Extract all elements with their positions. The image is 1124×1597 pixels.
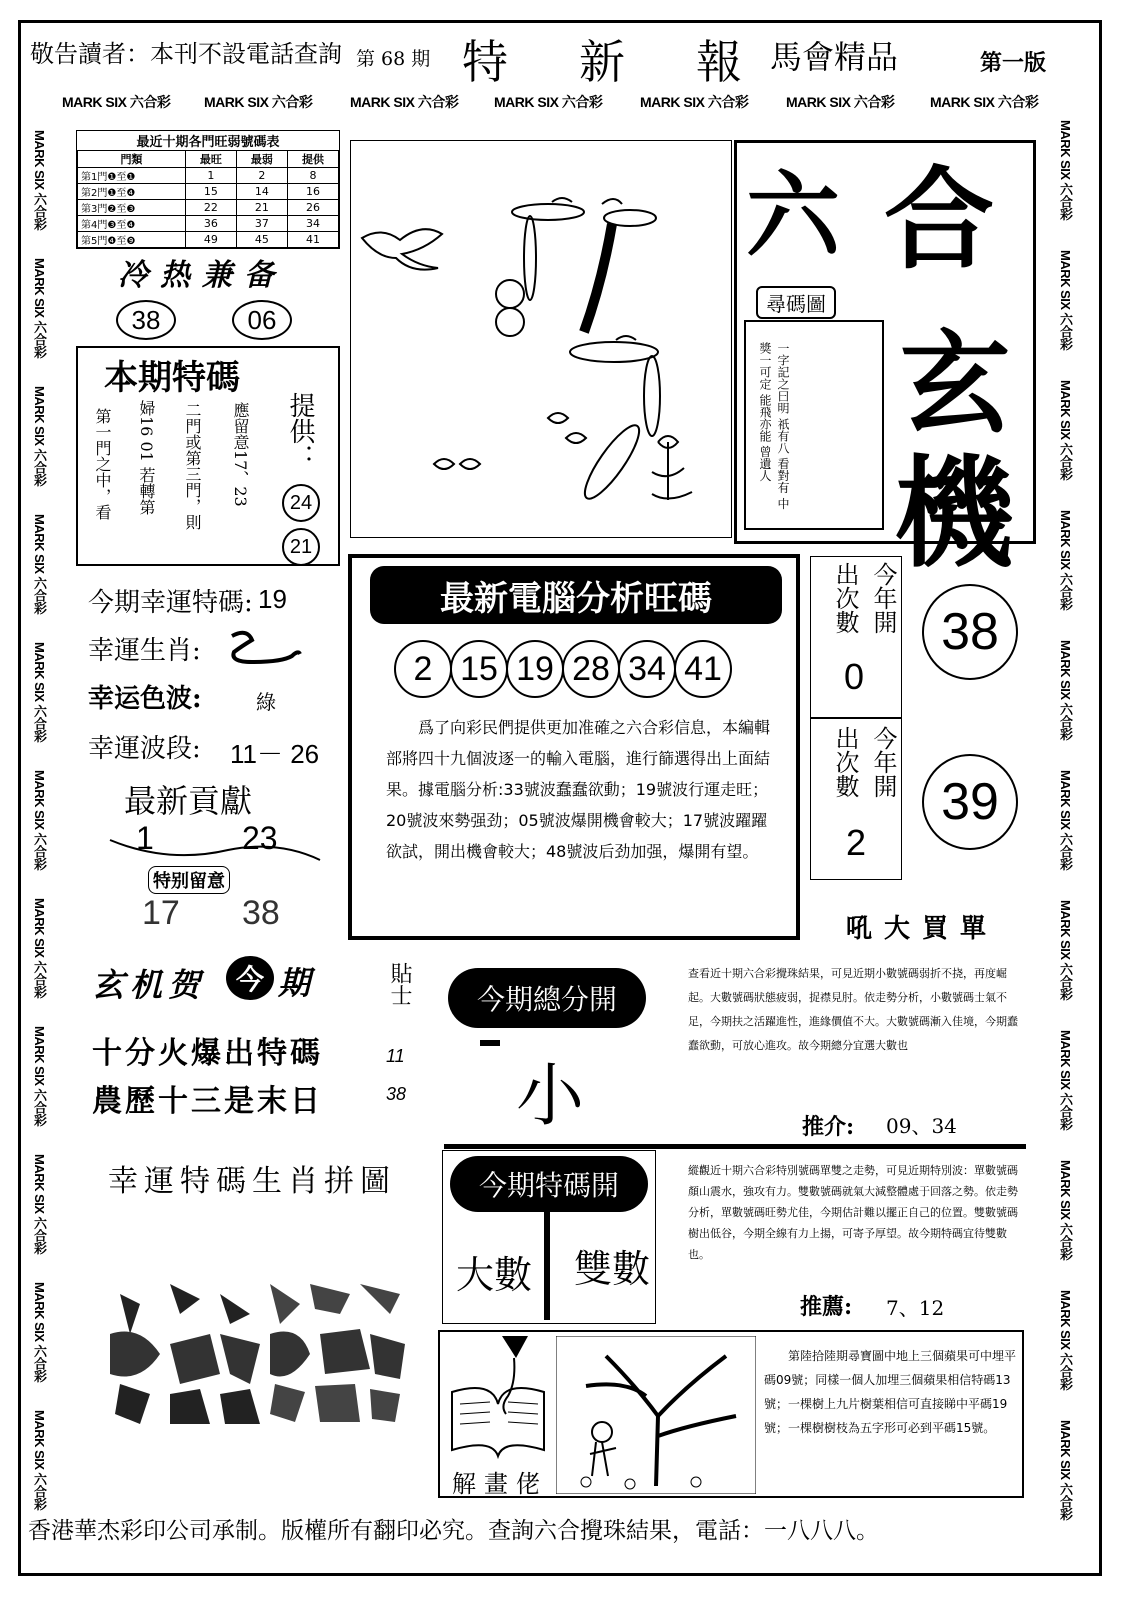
tips-number: 38 xyxy=(386,1084,407,1104)
liuhe-char: 玄 xyxy=(900,319,1010,448)
computer-analysis-text: 爲了向彩民們提供更加准確之六合彩信息，本編輯部將四十九個波逐一的輸入電腦，進行篩選得出上面結果。據電腦分析:33號波蠢蠢欲動；19號波行運走旺；20號波來勢强劲；05號波爆開機會較大；17號波躍躍欲試，開出機會較大；48號波后劲加强，爆開有望。 xyxy=(386,718,771,861)
newspaper-title xyxy=(462,26,742,92)
cold-cell: 21 xyxy=(236,200,287,216)
title-char: 特 xyxy=(462,35,508,89)
zodiac-puzzle-image xyxy=(110,1274,410,1424)
table-row xyxy=(78,200,339,216)
marksix-logo: MARK SIX 六合彩 xyxy=(32,1154,47,1255)
lucky-zodiac-label: 幸運生肖: xyxy=(88,636,201,666)
yearly-count: 0 xyxy=(844,656,865,697)
column-header: 最旺 xyxy=(185,151,236,168)
marksix-logo: MARK SIX 六合彩 xyxy=(1058,770,1073,871)
book-hand-illustration xyxy=(442,1334,554,1460)
marksix-logo: MARK SIX 六合彩 xyxy=(1058,1290,1073,1391)
gate-cell: 第1門❶至❶ xyxy=(78,168,186,184)
computer-analysis-title: 最新電腦分析旺碼 xyxy=(370,566,782,624)
special-text-col: 婦16 01 若轉第 xyxy=(137,400,156,515)
marksix-logo: MARK SIX 六合彩 xyxy=(32,1026,47,1127)
lucky-code-label: 今期幸運特碼: xyxy=(88,588,253,618)
hot-cold-number: 38 xyxy=(116,300,176,340)
tips-label: 貼士 xyxy=(387,962,412,1006)
xuanji-badge: 今 xyxy=(226,956,274,1000)
marksix-logo: MARK SIX 六合彩 xyxy=(1058,510,1073,611)
scroll-title: 尋碼圖 xyxy=(756,286,836,319)
column-header: 門類 xyxy=(78,151,186,168)
contribution-title: 最新貢獻 xyxy=(124,782,253,820)
hot-cold-number: 06 xyxy=(232,300,292,340)
snake-icon xyxy=(222,626,302,670)
title-char: 新 xyxy=(579,35,625,89)
yearly-number: 39 xyxy=(922,754,1018,850)
xuanji-badge-char: 期 xyxy=(278,964,311,1002)
attention-number: 17 xyxy=(142,894,180,932)
table-row xyxy=(78,168,339,184)
total-text: 查看近十期六合彩攪珠結果，可見近期小數號碼弱折不挠，再度崛起。大數號碼狀態疲弱，捉襟見肘。依走勢分析，小數號碼士氣不足，今期扶之活躍進性，進緣價值不大。大數號碼漸入佳境，今期蠢蠢欲動，可放心進攻。故今期總分宜選大數也 xyxy=(688,967,1018,1052)
lucky-range-label: 幸運波段: xyxy=(88,734,201,764)
hot-cold-title: 冷热兼备 xyxy=(118,258,286,293)
special-text-col: 二門或第三門，則 xyxy=(183,402,202,530)
special-open-right: 雙數 xyxy=(574,1247,651,1291)
puzzle-title: 幸運特碼生肖拼圖 xyxy=(108,1164,396,1199)
liuhe-char: 六 xyxy=(746,161,841,271)
xuanji-title: 玄机贺 xyxy=(92,966,207,1004)
gate-cell: 第3門❷至❸ xyxy=(78,200,186,216)
tree-man-illustration xyxy=(556,1336,756,1494)
marksix-logo: MARK SIX 六合彩 xyxy=(1058,250,1073,351)
marksix-logo: MARK SIX 六合彩 xyxy=(1058,1420,1073,1521)
marksix-logo: MARK SIX 六合彩 xyxy=(930,94,1039,110)
brand-label: 馬會精品 xyxy=(770,38,899,76)
scroll-text: 一字記之曰明 祇有八 看對有 中獎一可定 能飛亦能 曾遺人 xyxy=(758,342,790,510)
marksix-logo: MARK SIX 六合彩 xyxy=(1058,1160,1073,1261)
special-open-badge: 今期特碼開 xyxy=(450,1156,648,1212)
total-badge: 今期總分開 xyxy=(448,968,646,1028)
special-text-col: 應留意17、23 xyxy=(231,402,250,507)
marksix-logo: MARK SIX 六合彩 xyxy=(32,1410,47,1511)
wave-decoration xyxy=(108,836,322,866)
title-char: 報 xyxy=(696,35,742,89)
attention-number: 38 xyxy=(242,894,280,932)
computer-ball: 15 xyxy=(450,640,508,698)
reader-notice: 敬告讀者：本刊不設電話查詢 xyxy=(30,40,342,68)
yearly-label: 今年開 xyxy=(869,562,897,634)
jiehua-label: 解畫佬 xyxy=(452,1470,548,1498)
special-text-col: 第一門之中，看 xyxy=(93,408,112,520)
liuhe-char: 機 xyxy=(894,443,1014,584)
xuanji-line: 十分火爆出特碼 xyxy=(92,1036,323,1071)
liuhe-char: 合 xyxy=(884,155,994,284)
special-open-rec: 7、12 xyxy=(886,1296,945,1320)
yearly-label: 出次數 xyxy=(831,726,859,798)
special-open-rec-label: 推薦: xyxy=(800,1294,853,1320)
shout-label: 吼大買單 xyxy=(846,914,999,944)
cold-cell: 45 xyxy=(236,232,287,248)
offer-cell: 34 xyxy=(287,216,338,232)
marksix-logo: MARK SIX 六合彩 xyxy=(1058,1030,1073,1131)
special-open-left: 大數 xyxy=(456,1253,533,1297)
provide-label: 提供： xyxy=(285,392,315,470)
marksix-logo: MARK SIX 六合彩 xyxy=(494,94,603,110)
marksix-logo: MARK SIX 六合彩 xyxy=(32,514,47,615)
cold-cell: 14 xyxy=(236,184,287,200)
gate-cell: 第4門❸至❹ xyxy=(78,216,186,232)
offer-cell: 8 xyxy=(287,168,338,184)
computer-ball: 41 xyxy=(674,640,732,698)
marksix-logo: MARK SIX 六合彩 xyxy=(32,898,47,999)
marksix-logo: MARK SIX 六合彩 xyxy=(1058,900,1073,1001)
marksix-logo: MARK SIX 六合彩 xyxy=(1058,640,1073,741)
marksix-logo: MARK SIX 六合彩 xyxy=(1058,120,1073,221)
hot-cell: 49 xyxy=(185,232,236,248)
hot-cell: 22 xyxy=(185,200,236,216)
marksix-logo: MARK SIX 六合彩 xyxy=(204,94,313,110)
contribution-number: 23 xyxy=(242,820,278,856)
cold-cell: 37 xyxy=(236,216,287,232)
column-header: 最弱 xyxy=(236,151,287,168)
lucky-range: 11－ 26 xyxy=(230,739,320,769)
offer-cell: 26 xyxy=(287,200,338,216)
lucky-color: 綠 xyxy=(256,690,276,714)
marksix-logo: MARK SIX 六合彩 xyxy=(32,386,47,487)
column-header: 提供 xyxy=(287,151,338,168)
marksix-logo: MARK SIX 六合彩 xyxy=(32,130,47,231)
hot-cell: 36 xyxy=(185,216,236,232)
issue-number: 第 68 期 xyxy=(356,48,431,70)
footer-note: 香港華杰彩印公司承制。版權所有翻印必究。查詢六合攪珠結果，電話：一八八八。 xyxy=(28,1518,879,1544)
marksix-logo: MARK SIX 六合彩 xyxy=(32,770,47,871)
cold-cell: 2 xyxy=(236,168,287,184)
marksix-logo: MARK SIX 六合彩 xyxy=(32,1282,47,1383)
lucky-code: 19 xyxy=(258,584,287,614)
total-rec: 09、34 xyxy=(886,1114,957,1138)
marksix-logo: MARK SIX 六合彩 xyxy=(1058,380,1073,481)
lucky-color-label: 幸运色波: xyxy=(88,684,202,714)
special-number: 24 xyxy=(282,484,320,522)
table-row xyxy=(78,216,339,232)
offer-cell: 41 xyxy=(287,232,338,248)
special-open-divider xyxy=(544,1206,550,1320)
hot-cell: 15 xyxy=(185,184,236,200)
bird-flower-illustration xyxy=(352,142,730,536)
gate-table-box xyxy=(76,130,340,249)
edition-label: 第一版 xyxy=(980,50,1047,76)
gate-table xyxy=(77,150,339,248)
special-open-text: 縱觀近十期六合彩特別號碼單雙之走勢，可見近期特別波：單數號碼顏山震水，強攻有力。雙數號碼就氣大減整體處于回落之勢。依走勢分析，單數號碼旺勢尤佳，今期估計難以擺正自己的位置。雙數號碼樹出低谷，今期全線有力上揚，可寄予厚望。故今期特碼宜待雙數也。 xyxy=(688,1164,1018,1261)
offer-cell: 16 xyxy=(287,184,338,200)
special-code-title: 本期特碼 xyxy=(104,358,240,398)
yearly-label: 今年開 xyxy=(869,726,897,798)
attention-label: 特别留意 xyxy=(148,866,230,894)
gate-table-title: 最近十期各門旺弱號碼表 xyxy=(136,135,280,150)
marksix-logo: MARK SIX 六合彩 xyxy=(640,94,749,110)
hot-cell: 1 xyxy=(185,168,236,184)
computer-ball: 34 xyxy=(618,640,676,698)
total-result: 小 xyxy=(516,1057,585,1136)
total-rec-label: 推介: xyxy=(802,1114,855,1140)
special-number: 21 xyxy=(282,528,320,566)
computer-ball: 19 xyxy=(506,640,564,698)
yearly-label: 出次數 xyxy=(831,562,859,634)
table-header-row xyxy=(78,151,339,168)
marksix-logo: MARK SIX 六合彩 xyxy=(786,94,895,110)
marksix-logo: MARK SIX 六合彩 xyxy=(32,258,47,359)
computer-ball: 28 xyxy=(562,640,620,698)
table-row xyxy=(78,232,339,248)
contribution-number: 1 xyxy=(136,820,154,856)
xuanji-line: 農歷十三是末日 xyxy=(92,1084,323,1119)
dash-mark xyxy=(480,1040,500,1046)
jiehua-text: 第陸拾陸期尋寶圖中地上三個蘋果可中埋平碼09號；同樣一個人加埋三個蘋果相信特碼13號；一棵樹上九片樹葉相信可直接睇中平碼19號；一棵樹樹枝為五字形可必到平碼15號。 xyxy=(764,1349,1017,1435)
computer-ball: 2 xyxy=(394,640,452,698)
yearly-number: 38 xyxy=(922,584,1018,680)
section-divider xyxy=(444,1144,1026,1149)
tips-number: 11 xyxy=(386,1046,405,1066)
gate-cell: 第5門❹至❾ xyxy=(78,232,186,248)
marksix-logo: MARK SIX 六合彩 xyxy=(32,642,47,743)
yearly-count: 2 xyxy=(846,822,867,863)
gate-cell: 第2門❶至❹ xyxy=(78,184,186,200)
marksix-logo: MARK SIX 六合彩 xyxy=(62,94,171,110)
table-row xyxy=(78,184,339,200)
marksix-logo: MARK SIX 六合彩 xyxy=(350,94,459,110)
